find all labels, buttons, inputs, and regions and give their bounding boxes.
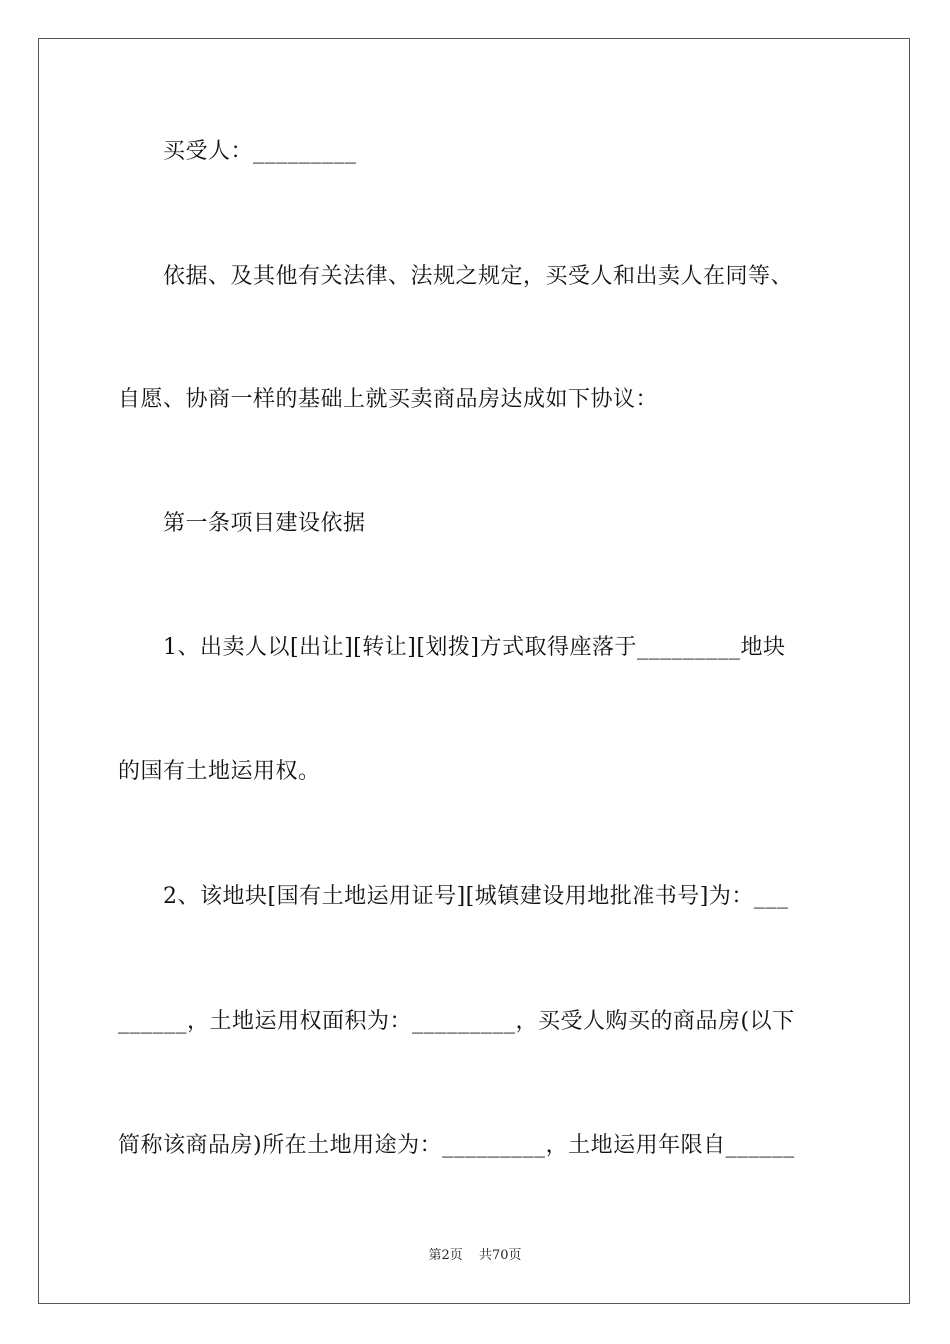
page-total: 共70页 bbox=[478, 1248, 522, 1263]
text-line-basis: 依据、及其他有关法律、法规之规定，买受人和出卖人在同等、 bbox=[163, 264, 794, 289]
text-line-clause-1: 1、出卖人以[出让][转让][划拨]方式取得座落于_________地块 bbox=[163, 635, 786, 660]
text-line-buyer: 买受人：_________ bbox=[163, 139, 357, 164]
article-heading: 第一条项目建设依据 bbox=[163, 511, 366, 536]
text-line-clause-2-cont2: 简称该商品房)所在土地用途为：_________，土地运用年限自______ bbox=[118, 1133, 795, 1158]
text-line-clause-1-cont: 的国有土地运用权。 bbox=[118, 759, 321, 784]
text-line-clause-2: 2、该地块[国有土地运用证号][城镇建设用地批准书号]为：___ bbox=[163, 884, 789, 909]
text-line-agreement: 自愿、协商一样的基础上就买卖商品房达成如下协议： bbox=[118, 387, 659, 412]
page-number: 第2页 bbox=[428, 1248, 463, 1263]
page-footer bbox=[0, 1247, 950, 1265]
page-frame bbox=[38, 38, 910, 1304]
text-line-clause-2-cont: ______，土地运用权面积为：_________，买受人购买的商品房(以下 bbox=[118, 1009, 795, 1034]
